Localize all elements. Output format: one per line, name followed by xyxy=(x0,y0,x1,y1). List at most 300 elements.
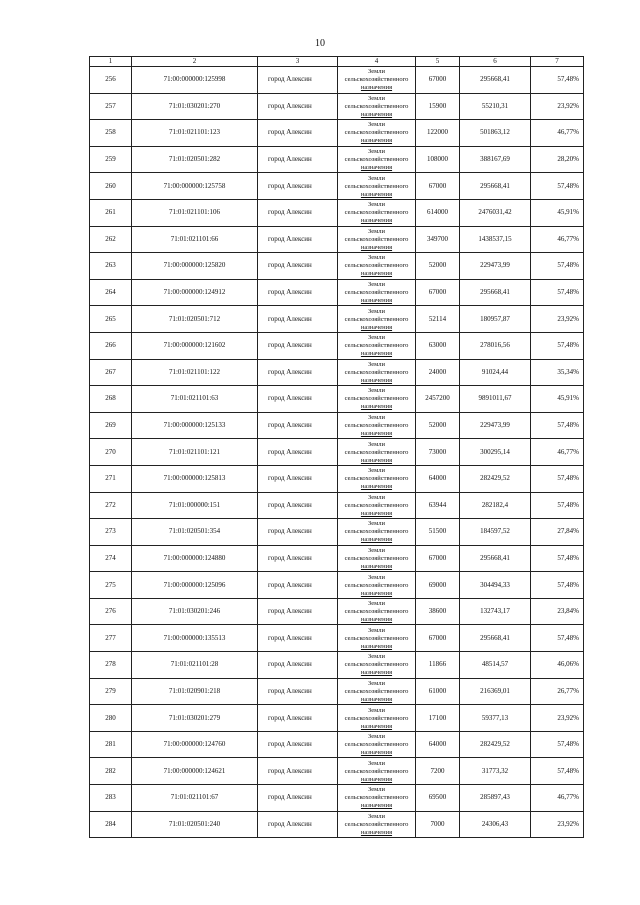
cadastral-number-cell: 71:01:021101:121 xyxy=(132,439,258,466)
table-row xyxy=(90,279,584,306)
land-category-line: Земли xyxy=(368,334,385,342)
percent-cell: 57,48% xyxy=(531,465,584,492)
land-category-line: назначения xyxy=(360,297,393,305)
location-cell: город Алексин xyxy=(258,67,338,94)
row-number-cell: 261 xyxy=(90,199,132,226)
cadastral-number-cell: 71:00:000000:125133 xyxy=(132,412,258,439)
location-cell: город Алексин xyxy=(258,332,338,359)
location-cell: город Алексин xyxy=(258,146,338,173)
row-number-cell: 270 xyxy=(90,439,132,466)
land-category-line: назначения xyxy=(360,270,393,278)
cadastral-value-cell: 229473,99 xyxy=(460,253,531,280)
land-category-cell xyxy=(338,492,416,519)
row-number-cell: 280 xyxy=(90,705,132,732)
land-category-cell xyxy=(338,545,416,572)
table-row xyxy=(90,678,584,705)
land-category-line: назначения xyxy=(360,642,393,650)
table-row xyxy=(90,439,584,466)
percent-cell: 57,48% xyxy=(531,492,584,519)
land-category-line: сельскохозяйственного xyxy=(344,581,409,589)
land-category-line: Земли xyxy=(368,281,385,289)
cadastral-number-cell: 71:01:021101:67 xyxy=(132,785,258,812)
area-cell: 11866 xyxy=(416,652,460,679)
location-cell: город Алексин xyxy=(258,731,338,758)
land-category-cell xyxy=(338,199,416,226)
percent-cell: 23,84% xyxy=(531,598,584,625)
column-header: 2 xyxy=(132,57,258,67)
cadastral-value-cell: 9891011,67 xyxy=(460,386,531,413)
row-number-cell: 283 xyxy=(90,785,132,812)
location-cell: город Алексин xyxy=(258,359,338,386)
land-category-cell xyxy=(338,811,416,838)
row-number-cell: 259 xyxy=(90,146,132,173)
cadastral-number-cell: 71:01:020901:218 xyxy=(132,678,258,705)
percent-cell: 46,77% xyxy=(531,226,584,253)
cadastral-value-cell: 59377,13 xyxy=(460,705,531,732)
land-category-cell xyxy=(338,785,416,812)
land-category-cell xyxy=(338,572,416,599)
cadastral-number-cell: 71:00:000000:124912 xyxy=(132,279,258,306)
table-row xyxy=(90,652,584,679)
land-category-line: сельскохозяйственного xyxy=(344,501,409,509)
land-category-line: сельскохозяйственного xyxy=(344,634,409,642)
land-category-line: сельскохозяйственного xyxy=(344,209,409,217)
row-number-cell: 278 xyxy=(90,652,132,679)
land-category-line: сельскохозяйственного xyxy=(344,661,409,669)
location-cell: город Алексин xyxy=(258,705,338,732)
land-category-line: сельскохозяйственного xyxy=(344,794,409,802)
land-category-cell xyxy=(338,93,416,120)
table-row xyxy=(90,412,584,439)
row-number-cell: 277 xyxy=(90,625,132,652)
land-category-line: назначения xyxy=(360,536,393,544)
land-category-line: назначения xyxy=(360,456,393,464)
location-cell: город Алексин xyxy=(258,598,338,625)
land-category-line: сельскохозяйственного xyxy=(344,608,409,616)
table-row xyxy=(90,120,584,147)
land-category-cell xyxy=(338,678,416,705)
land-category-line: назначения xyxy=(360,562,393,570)
land-category-line: сельскохозяйственного xyxy=(344,368,409,376)
row-number-cell: 268 xyxy=(90,386,132,413)
land-category-line: назначения xyxy=(360,243,393,251)
land-category-cell xyxy=(338,226,416,253)
cadastral-value-cell: 216369,01 xyxy=(460,678,531,705)
location-cell: город Алексин xyxy=(258,173,338,200)
cadastral-value-cell: 24306,43 xyxy=(460,811,531,838)
location-cell: город Алексин xyxy=(258,758,338,785)
cadastral-value-cell: 180957,87 xyxy=(460,306,531,333)
location-cell: город Алексин xyxy=(258,199,338,226)
percent-cell: 57,48% xyxy=(531,758,584,785)
land-category-cell xyxy=(338,173,416,200)
cadastral-number-cell: 71:00:000000:135513 xyxy=(132,625,258,652)
cadastral-value-cell: 55210,31 xyxy=(460,93,531,120)
land-category-line: назначения xyxy=(360,217,393,225)
area-cell: 69000 xyxy=(416,572,460,599)
percent-cell: 46,77% xyxy=(531,439,584,466)
land-category-line: сельскохозяйственного xyxy=(344,129,409,137)
cadastral-value-cell: 295668,41 xyxy=(460,545,531,572)
area-cell: 17100 xyxy=(416,705,460,732)
cadastral-number-cell: 71:01:021101:66 xyxy=(132,226,258,253)
area-cell: 51500 xyxy=(416,519,460,546)
location-cell: город Алексин xyxy=(258,545,338,572)
land-category-line: назначения xyxy=(360,669,393,677)
area-cell: 2457200 xyxy=(416,386,460,413)
percent-cell: 46,77% xyxy=(531,785,584,812)
land-category-cell xyxy=(338,465,416,492)
land-category-line: Земли xyxy=(368,786,385,794)
location-cell: город Алексин xyxy=(258,465,338,492)
percent-cell: 46,77% xyxy=(531,120,584,147)
land-category-cell xyxy=(338,67,416,94)
location-cell: город Алексин xyxy=(258,678,338,705)
area-cell: 52114 xyxy=(416,306,460,333)
land-category-line: назначения xyxy=(360,84,393,92)
land-category-cell xyxy=(338,758,416,785)
cadastral-value-cell: 388167,69 xyxy=(460,146,531,173)
cadastral-value-cell: 91024,44 xyxy=(460,359,531,386)
land-category-line: сельскохозяйственного xyxy=(344,767,409,775)
cadastral-number-cell: 71:00:000000:125096 xyxy=(132,572,258,599)
land-category-line: назначения xyxy=(360,483,393,491)
row-number-cell: 262 xyxy=(90,226,132,253)
land-category-line: назначения xyxy=(360,376,393,384)
land-category-cell xyxy=(338,412,416,439)
location-cell: город Алексин xyxy=(258,572,338,599)
land-category-cell xyxy=(338,253,416,280)
land-category-line: Земли xyxy=(368,68,385,76)
land-category-line: Земли xyxy=(368,733,385,741)
land-category-line: сельскохозяйственного xyxy=(344,182,409,190)
land-category-line: сельскохозяйственного xyxy=(344,687,409,695)
location-cell: город Алексин xyxy=(258,306,338,333)
land-category-line: сельскохозяйственного xyxy=(344,528,409,536)
area-cell: 24000 xyxy=(416,359,460,386)
land-category-line: Земли xyxy=(368,121,385,129)
column-header: 3 xyxy=(258,57,338,67)
land-category-line: сельскохозяйственного xyxy=(344,820,409,828)
land-category-line: Земли xyxy=(368,573,385,581)
percent-cell: 57,48% xyxy=(531,279,584,306)
location-cell: город Алексин xyxy=(258,652,338,679)
land-category-line: Земли xyxy=(368,626,385,634)
table-row xyxy=(90,492,584,519)
land-category-cell xyxy=(338,359,416,386)
land-category-line: сельскохозяйственного xyxy=(344,342,409,350)
column-header: 4 xyxy=(338,57,416,67)
cadastral-number-cell: 71:01:020501:712 xyxy=(132,306,258,333)
percent-cell: 57,48% xyxy=(531,67,584,94)
column-header: 7 xyxy=(531,57,584,67)
land-category-line: сельскохозяйственного xyxy=(344,289,409,297)
area-cell: 73000 xyxy=(416,439,460,466)
table-header-row xyxy=(90,57,584,67)
land-category-line: назначения xyxy=(360,164,393,172)
table-row xyxy=(90,758,584,785)
land-category-line: Земли xyxy=(368,227,385,235)
cadastral-number-cell: 71:01:021101:106 xyxy=(132,199,258,226)
land-category-cell xyxy=(338,519,416,546)
land-category-line: сельскохозяйственного xyxy=(344,475,409,483)
land-category-cell xyxy=(338,705,416,732)
cadastral-number-cell: 71:00:000000:124621 xyxy=(132,758,258,785)
area-cell: 67000 xyxy=(416,173,460,200)
row-number-cell: 264 xyxy=(90,279,132,306)
land-category-line: Земли xyxy=(368,493,385,501)
cadastral-value-cell: 184597,52 xyxy=(460,519,531,546)
land-category-line: назначения xyxy=(360,616,393,624)
location-cell: город Алексин xyxy=(258,253,338,280)
area-cell: 38600 xyxy=(416,598,460,625)
row-number-cell: 269 xyxy=(90,412,132,439)
land-category-line: Земли xyxy=(368,679,385,687)
percent-cell: 26,77% xyxy=(531,678,584,705)
land-category-line: Земли xyxy=(368,440,385,448)
percent-cell: 57,48% xyxy=(531,332,584,359)
location-cell: город Алексин xyxy=(258,625,338,652)
area-cell: 61000 xyxy=(416,678,460,705)
location-cell: город Алексин xyxy=(258,439,338,466)
cadastral-value-cell: 285897,43 xyxy=(460,785,531,812)
cadastral-value-cell: 132743,17 xyxy=(460,598,531,625)
land-category-line: сельскохозяйственного xyxy=(344,235,409,243)
percent-cell: 35,34% xyxy=(531,359,584,386)
land-category-cell xyxy=(338,306,416,333)
location-cell: город Алексин xyxy=(258,785,338,812)
land-category-line: Земли xyxy=(368,600,385,608)
location-cell: город Алексин xyxy=(258,492,338,519)
row-number-cell: 276 xyxy=(90,598,132,625)
table-row xyxy=(90,625,584,652)
table-row xyxy=(90,332,584,359)
area-cell: 349700 xyxy=(416,226,460,253)
land-category-line: Земли xyxy=(368,94,385,102)
table-row xyxy=(90,67,584,94)
row-number-cell: 260 xyxy=(90,173,132,200)
land-category-cell xyxy=(338,386,416,413)
land-category-line: назначения xyxy=(360,403,393,411)
area-cell: 122000 xyxy=(416,120,460,147)
percent-cell: 57,48% xyxy=(531,412,584,439)
table-row xyxy=(90,199,584,226)
table-row xyxy=(90,465,584,492)
land-category-cell xyxy=(338,731,416,758)
land-category-line: сельскохозяйственного xyxy=(344,315,409,323)
cadastral-value-cell: 1438537,15 xyxy=(460,226,531,253)
table-row xyxy=(90,173,584,200)
area-cell: 63944 xyxy=(416,492,460,519)
percent-cell: 57,48% xyxy=(531,625,584,652)
row-number-cell: 282 xyxy=(90,758,132,785)
land-category-line: сельскохозяйственного xyxy=(344,554,409,562)
cadastral-number-cell: 71:00:000000:124760 xyxy=(132,731,258,758)
cadastral-value-cell: 48514,57 xyxy=(460,652,531,679)
cadastral-number-cell: 71:01:030201:279 xyxy=(132,705,258,732)
row-number-cell: 279 xyxy=(90,678,132,705)
land-category-line: сельскохозяйственного xyxy=(344,448,409,456)
land-category-line: сельскохозяйственного xyxy=(344,102,409,110)
location-cell: город Алексин xyxy=(258,93,338,120)
location-cell: город Алексин xyxy=(258,120,338,147)
land-category-line: Земли xyxy=(368,307,385,315)
percent-cell: 23,92% xyxy=(531,93,584,120)
cadastral-value-cell: 282429,52 xyxy=(460,465,531,492)
row-number-cell: 284 xyxy=(90,811,132,838)
cadastral-value-cell: 295668,41 xyxy=(460,173,531,200)
area-cell: 108000 xyxy=(416,146,460,173)
land-category-line: сельскохозяйственного xyxy=(344,422,409,430)
land-category-cell xyxy=(338,120,416,147)
percent-cell: 28,20% xyxy=(531,146,584,173)
cadastral-value-cell: 295668,41 xyxy=(460,625,531,652)
row-number-cell: 271 xyxy=(90,465,132,492)
land-category-line: Земли xyxy=(368,387,385,395)
column-header: 1 xyxy=(90,57,132,67)
percent-cell: 23,92% xyxy=(531,306,584,333)
cadastral-number-cell: 71:00:000000:121602 xyxy=(132,332,258,359)
cadastral-number-cell: 71:01:030201:270 xyxy=(132,93,258,120)
land-category-line: сельскохозяйственного xyxy=(344,714,409,722)
land-category-line: Земли xyxy=(368,546,385,554)
cadastral-number-cell: 71:00:000000:125820 xyxy=(132,253,258,280)
land-category-line: назначения xyxy=(360,509,393,517)
cadastral-value-cell: 2476031,42 xyxy=(460,199,531,226)
table-row xyxy=(90,226,584,253)
percent-cell: 57,48% xyxy=(531,572,584,599)
percent-cell: 45,91% xyxy=(531,386,584,413)
area-cell: 52000 xyxy=(416,253,460,280)
land-category-line: назначения xyxy=(360,749,393,757)
land-category-line: сельскохозяйственного xyxy=(344,262,409,270)
cadastral-number-cell: 71:01:000000:151 xyxy=(132,492,258,519)
percent-cell: 57,48% xyxy=(531,173,584,200)
percent-cell: 45,91% xyxy=(531,199,584,226)
location-cell: город Алексин xyxy=(258,279,338,306)
row-number-cell: 265 xyxy=(90,306,132,333)
land-category-line: Земли xyxy=(368,706,385,714)
area-cell: 67000 xyxy=(416,279,460,306)
land-category-cell xyxy=(338,598,416,625)
land-category-line: Земли xyxy=(368,201,385,209)
area-cell: 64000 xyxy=(416,731,460,758)
land-category-cell xyxy=(338,625,416,652)
cadastral-number-cell: 71:00:000000:125998 xyxy=(132,67,258,94)
cadastral-number-cell: 71:00:000000:124880 xyxy=(132,545,258,572)
table-row xyxy=(90,253,584,280)
cadastral-value-cell: 304494,33 xyxy=(460,572,531,599)
cadastral-number-cell: 71:01:020501:240 xyxy=(132,811,258,838)
land-category-line: назначения xyxy=(360,323,393,331)
land-category-line: Земли xyxy=(368,148,385,156)
land-category-cell xyxy=(338,146,416,173)
land-category-line: назначения xyxy=(360,589,393,597)
land-category-line: назначения xyxy=(360,430,393,438)
cadastral-number-cell: 71:01:021101:63 xyxy=(132,386,258,413)
area-cell: 63000 xyxy=(416,332,460,359)
land-category-line: назначения xyxy=(360,722,393,730)
row-number-cell: 257 xyxy=(90,93,132,120)
table-row xyxy=(90,545,584,572)
percent-cell: 27,84% xyxy=(531,519,584,546)
table-row xyxy=(90,572,584,599)
location-cell: город Алексин xyxy=(258,386,338,413)
table-row xyxy=(90,598,584,625)
table-row xyxy=(90,359,584,386)
location-cell: город Алексин xyxy=(258,811,338,838)
land-category-line: Земли xyxy=(368,653,385,661)
land-category-line: Земли xyxy=(368,812,385,820)
percent-cell: 57,48% xyxy=(531,253,584,280)
land-category-line: назначения xyxy=(360,828,393,836)
land-category-line: сельскохозяйственного xyxy=(344,741,409,749)
table-row xyxy=(90,386,584,413)
land-category-line: назначения xyxy=(360,110,393,118)
row-number-cell: 274 xyxy=(90,545,132,572)
table-row xyxy=(90,306,584,333)
land-category-line: назначения xyxy=(360,137,393,145)
area-cell: 64000 xyxy=(416,465,460,492)
cadastral-value-cell: 501863,12 xyxy=(460,120,531,147)
column-header: 5 xyxy=(416,57,460,67)
land-category-cell xyxy=(338,279,416,306)
cadastral-value-cell: 278016,56 xyxy=(460,332,531,359)
land-category-line: Земли xyxy=(368,520,385,528)
table-row xyxy=(90,811,584,838)
cadastral-value-cell: 31773,32 xyxy=(460,758,531,785)
table-row xyxy=(90,519,584,546)
area-cell: 7200 xyxy=(416,758,460,785)
cadastral-number-cell: 71:01:021101:122 xyxy=(132,359,258,386)
area-cell: 52000 xyxy=(416,412,460,439)
land-category-cell xyxy=(338,439,416,466)
location-cell: город Алексин xyxy=(258,519,338,546)
row-number-cell: 256 xyxy=(90,67,132,94)
land-category-line: назначения xyxy=(360,350,393,358)
location-cell: город Алексин xyxy=(258,412,338,439)
land-category-line: сельскохозяйственного xyxy=(344,156,409,164)
area-cell: 15900 xyxy=(416,93,460,120)
cadastral-number-cell: 71:01:020501:354 xyxy=(132,519,258,546)
row-number-cell: 272 xyxy=(90,492,132,519)
land-category-line: назначения xyxy=(360,775,393,783)
land-plots-table xyxy=(89,56,584,838)
area-cell: 69500 xyxy=(416,785,460,812)
row-number-cell: 273 xyxy=(90,519,132,546)
land-category-line: Земли xyxy=(368,759,385,767)
percent-cell: 57,48% xyxy=(531,731,584,758)
row-number-cell: 263 xyxy=(90,253,132,280)
land-category-line: сельскохозяйственного xyxy=(344,395,409,403)
cadastral-value-cell: 295668,41 xyxy=(460,279,531,306)
row-number-cell: 275 xyxy=(90,572,132,599)
land-category-line: Земли xyxy=(368,467,385,475)
land-category-line: Земли xyxy=(368,174,385,182)
percent-cell: 23,92% xyxy=(531,811,584,838)
area-cell: 67000 xyxy=(416,67,460,94)
row-number-cell: 267 xyxy=(90,359,132,386)
table-row xyxy=(90,146,584,173)
cadastral-number-cell: 71:01:021101:28 xyxy=(132,652,258,679)
percent-cell: 57,48% xyxy=(531,545,584,572)
cadastral-value-cell: 282182,4 xyxy=(460,492,531,519)
cadastral-value-cell: 229473,99 xyxy=(460,412,531,439)
cadastral-number-cell: 71:01:021101:123 xyxy=(132,120,258,147)
table-row xyxy=(90,785,584,812)
row-number-cell: 281 xyxy=(90,731,132,758)
cadastral-number-cell: 71:00:000000:125813 xyxy=(132,465,258,492)
